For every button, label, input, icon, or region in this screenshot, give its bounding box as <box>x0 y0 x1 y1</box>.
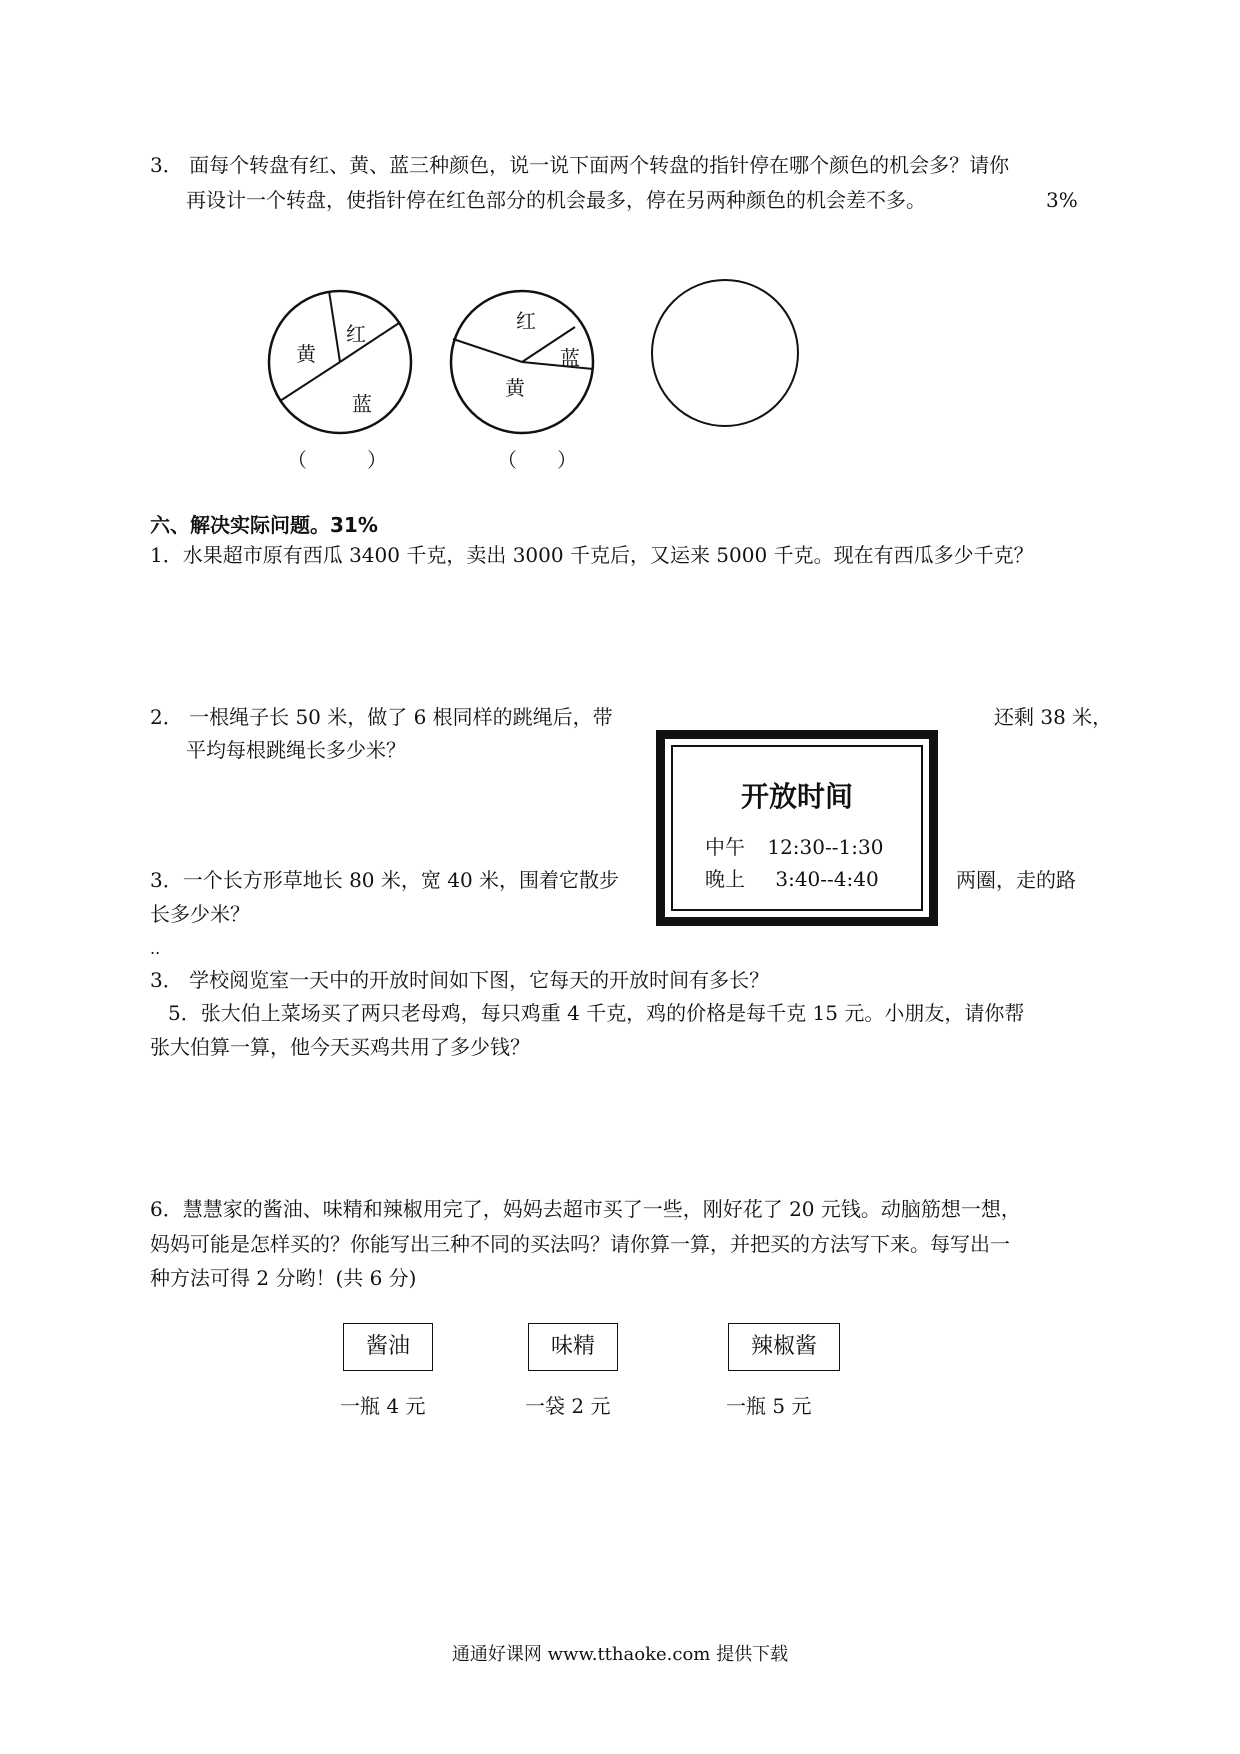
section6-q2-part2: 还剩 38 米， <box>994 705 1113 729</box>
product-price-soy-sauce: 一瓶 4 元 <box>340 1394 426 1418</box>
q3-line1: 3． 面每个转盘有红、黄、蓝三种颜色，说一说下面两个转盘的指针停在哪个颜色的机会多？请你 <box>150 153 1010 177</box>
product-box-chili-sauce: 辣椒酱 <box>728 1323 840 1371</box>
spinner-2-label-blue: 蓝 <box>560 346 580 370</box>
section6-q6-line1: 6．慧慧家的酱油、味精和辣椒用完了，妈妈去超市买了一些，刚好花了 20 元钱。动脑筋想一想， <box>150 1197 1021 1221</box>
section6-dots: .. <box>150 939 161 958</box>
spinner-1-label-yellow: 黄 <box>296 342 316 366</box>
schedule-row-evening-time: 3:40--4:40 <box>775 867 879 891</box>
section6-q2-line2: 平均每根跳绳长多少米？ <box>186 738 406 762</box>
schedule-sign-inner <box>671 745 923 911</box>
section6-q3a-part1: 3．一个长方形草地长 80 米，宽 40 米，围着它散步 <box>150 868 620 892</box>
spinner-1-graphic <box>266 288 414 436</box>
section6-q6-line2: 妈妈可能是怎样买的？你能写出三种不同的买法吗？请你算一算，并把买的方法写下来。每写出一 <box>150 1232 1010 1256</box>
schedule-row-noon-time: 12:30--1:30 <box>767 835 884 859</box>
section6-q3b: 3． 学校阅览室一天中的开放时间如下图，它每天的开放时间有多长？ <box>150 968 770 992</box>
spinner-1-label-blue: 蓝 <box>352 392 372 416</box>
product-price-msg: 一袋 2 元 <box>525 1394 611 1418</box>
q3-line2: 再设计一个转盘，使指针停在红色部分的机会最多，停在另两种颜色的机会差不多。 <box>186 188 926 212</box>
schedule-row-evening <box>705 863 879 892</box>
section6-heading: 六、解决实际问题。31% <box>150 513 378 537</box>
schedule-row-evening-label: 晚上 <box>705 867 745 891</box>
spinner-1-label-red: 红 <box>346 322 366 346</box>
product-price-chili-sauce: 一瓶 5 元 <box>726 1394 812 1418</box>
page-footer: 通通好课网 www.tthaoke.com 提供下载 <box>451 1644 789 1665</box>
product-box-soy-sauce: 酱油 <box>343 1323 433 1371</box>
section6-q3a-line2: 长多少米？ <box>150 902 250 926</box>
section6-q6-line3: 种方法可得 2 分哟！(共 6 分) <box>150 1266 417 1290</box>
section6-q1: 1．水果超市原有西瓜 3400 千克，卖出 3000 千克后，又运来 5000 千克。现在有西瓜多少千克？ <box>150 543 1034 567</box>
spinner-2-label-red: 红 <box>516 309 536 333</box>
spinner-2-label-yellow: 黄 <box>505 376 525 400</box>
spinner-3-blank <box>651 279 799 427</box>
schedule-row-noon <box>705 831 883 860</box>
section6-q5-line2: 张大伯算一算，他今天买鸡共用了多少钱？ <box>150 1035 530 1059</box>
spinner-1-answer: （ ） <box>287 448 387 472</box>
section6-q3a-part2: 两圈，走的路 <box>956 868 1076 892</box>
section6-q5-line1: 5．张大伯上菜场买了两只老母鸡，每只鸡重 4 千克，鸡的价格是每千克 15 元。小朋友，请你帮 <box>168 1001 1025 1025</box>
section6-q2-part1: 2． 一根绳子长 50 米，做了 6 根同样的跳绳后，带 <box>150 705 613 729</box>
schedule-sign-frame <box>665 739 929 917</box>
q3-score: 3% <box>1046 188 1078 212</box>
product-box-msg: 味精 <box>528 1323 618 1371</box>
schedule-sign <box>656 730 938 926</box>
schedule-title: 开放时间 <box>740 780 853 813</box>
spinner-2-answer: （ ） <box>497 448 577 472</box>
schedule-row-noon-label: 中午 <box>705 835 745 859</box>
